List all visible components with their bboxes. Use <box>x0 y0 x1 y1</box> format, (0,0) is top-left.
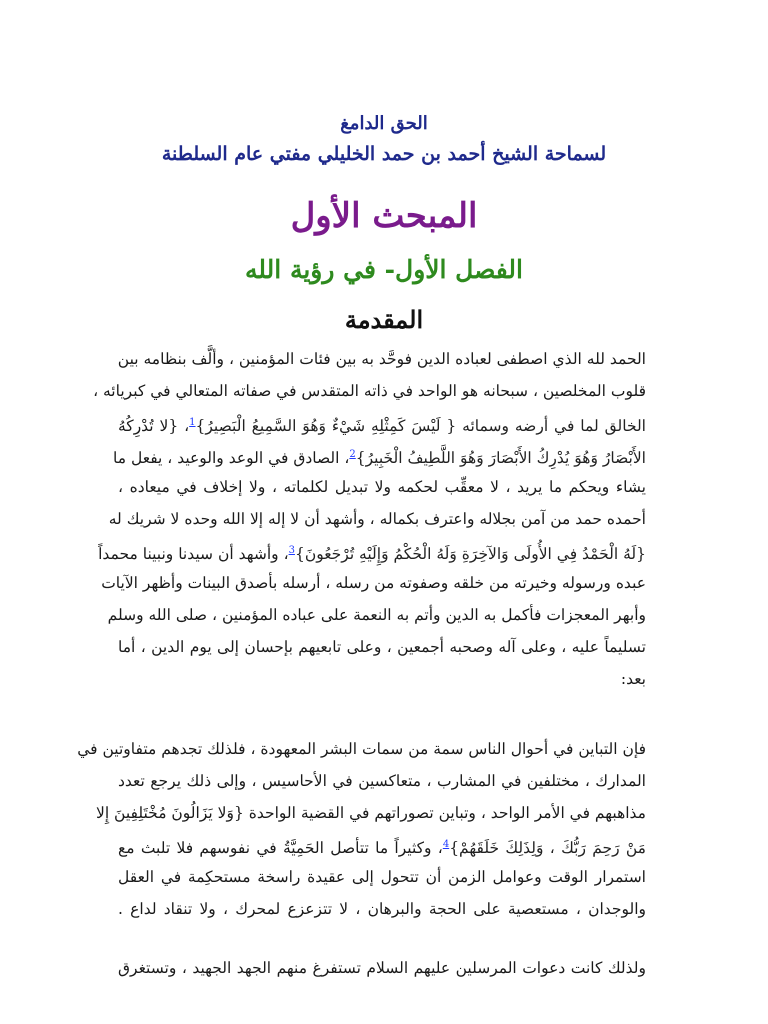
text-line: ولذلك كانت دعوات المرسلين عليهم السلام تستفرغ منهم الجهد الجهيد ، وتستغرق <box>118 959 646 977</box>
footnote-link[interactable]: 4 <box>442 839 450 850</box>
footnote-link[interactable]: 2 <box>349 449 356 460</box>
quran-verse: {لَهُ الْحَمْدُ فِي الأُولَى وَالآخِرَةِ وَلَهُ الْحُكْمُ وَإِلَيْهِ تُرْجَعُونَ} <box>294 545 646 564</box>
text-line: وأبهر المعجزات فأكمل به الدين وأتم به النعمة على عباده المؤمنين ، صلى الله وسلم <box>107 606 646 624</box>
text-fragment: ، وأشهد أن سيدنا ونبينا محمداً <box>98 545 289 564</box>
text-fragment: ، وكثيراً ما تتأصل الحَمِيَّةُ في نفوسهم فلا تلبث مع <box>118 839 443 858</box>
paragraph-messengers <box>118 952 646 984</box>
text-line: قلوب المخلصين ، سبحانه هو الواحد في ذاته المتقدس في صفاته المتعالي في كبريائه ، <box>93 382 646 400</box>
text-fragment: ، {لا تُدْرِكُهُ <box>118 417 190 436</box>
text-line: والوجدان ، مستعصية على الحجة والبرهان ، لا تتزعزع لمحرك ، ولا تنقاد لداع . <box>118 900 646 918</box>
text-line: فإن التباين في أحوال الناس سمة من سمات البشر المعهودة ، فلذلك تجدهم متفاوتين في <box>77 740 646 758</box>
text-line <box>118 407 646 439</box>
author-line: لسماحة الشيخ أحمد بن حمد الخليلي مفتي عام السلطنة <box>161 143 607 165</box>
text-line: أحمده حمد من آمن بجلاله واعترف بكماله ، وأشهد أن لا إله إلا الله وحده لا شريك له <box>108 510 646 528</box>
section-heading: الفصل الأول- في رؤية الله <box>245 255 523 284</box>
paragraph-diversity <box>77 733 646 925</box>
text-line <box>98 535 646 567</box>
book-title: الحق الدامغ <box>340 113 428 134</box>
footnote-link[interactable]: 3 <box>288 545 295 556</box>
text-line: عبده ورسوله وخيرته من خلقه وصفوته من رسله ، أرسله بأصدق البينات وأظهر الآيات <box>101 574 646 592</box>
quran-verse: الخالق لما في أرضه وسمائه { لَيْسَ كَمِثْلِهِ شَيْءٌ وَهُوَ السَّمِيعُ الْبَصِيرُ} <box>195 417 646 436</box>
text-line: يشاء ويحكم ما يريد ، لا معقِّب لحكمه ولا تبديل لكلماته ، ولا إخلاف في ميعاده ، <box>118 478 646 496</box>
text-line: الحمد لله الذي اصطفى لعباده الدين فوحَّد به بين فئات المؤمنين ، وألَّف بنظامه بين <box>117 350 646 368</box>
text-line: بعد: <box>620 670 646 688</box>
intro-heading: المقدمة <box>344 305 424 334</box>
text-line <box>113 439 646 471</box>
quran-verse: الأَبْصَارُ وَهُوَ يُدْرِكُ الأَبْصَارَ وَهُوَ اللَّطِيفُ الْخَبِيرُ} <box>355 449 646 468</box>
text-line: تسليماً عليه ، وعلى آله وصحبه أجمعين ، وعلى تابعيهم بإحسان إلى يوم الدين ، أما <box>118 638 646 656</box>
text-line <box>118 829 646 861</box>
chapter-heading: المبحث الأول <box>290 196 478 236</box>
text-line: المدارك ، مختلفين في المشارب ، متعاكسين في الأحاسيس ، وإلى ذلك يرجع تعدد <box>118 772 646 790</box>
quran-verse: مَنْ رَحِمَ رَبُّكَ ، وَلِذَلِكَ خَلَقَهُمْ} <box>449 839 646 858</box>
footnote-link[interactable]: 1 <box>189 417 196 428</box>
text-fragment: ، الصادق في الوعد والوعيد ، يفعل ما <box>113 449 350 468</box>
paragraph-intro <box>93 343 646 695</box>
text-line: استمرار الوقت وعوامل الزمن أن تتحول إلى عقيدة راسخة مستحكِمة في العقل <box>118 868 646 886</box>
text-line: مذاهبهم في الأمر الواحد ، وتباين تصوراتهم في القضية الواحدة {وَلا يَزَالُونَ مُخْتَلِفِينَ إِلا <box>95 804 646 822</box>
